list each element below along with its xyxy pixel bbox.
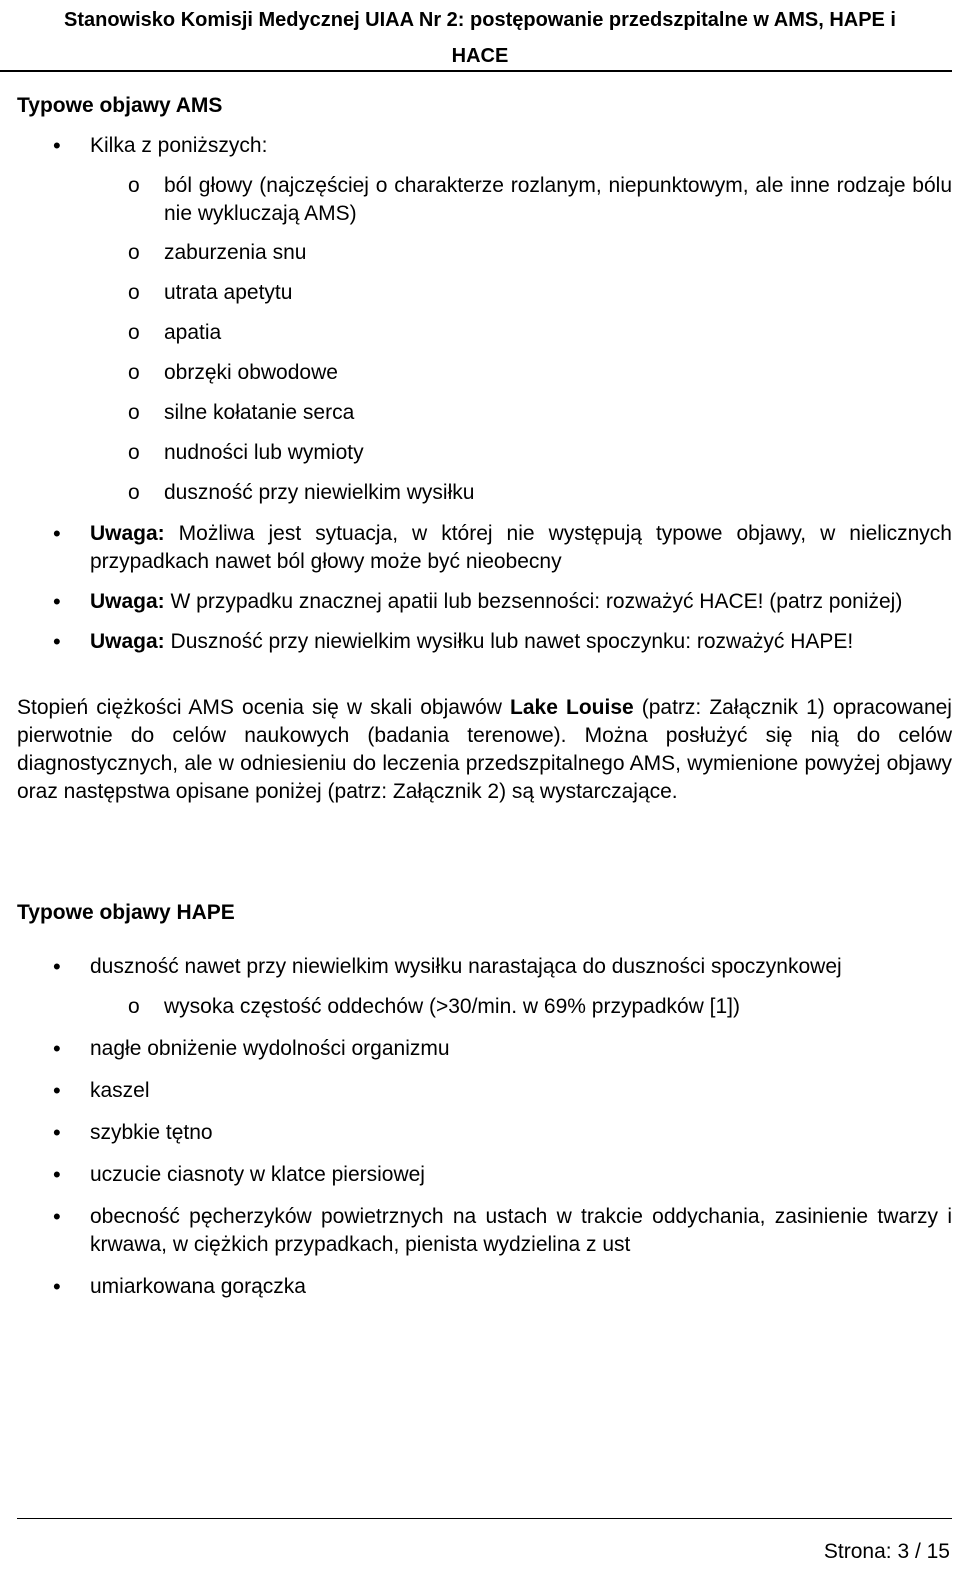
note-text: Możliwa jest sytuacja, w której nie występują typowe objawy, w nielicznych przypadkach nawet ból głowy może być nieobecny — [90, 522, 952, 573]
list-item — [17, 359, 952, 387]
note-item — [17, 628, 952, 656]
hape-heading: Typowe objawy HAPE — [17, 901, 235, 924]
symptom-text: uczucie ciasnoty w klatce piersiowej — [90, 1163, 425, 1186]
ams-notes-list — [17, 520, 952, 656]
list-item — [17, 1203, 952, 1259]
list-item — [17, 239, 952, 267]
header-title-line1: Stanowisko Komisji Medycznej UIAA Nr 2: postępowanie przedszpitalne w AMS, HAPE i — [64, 9, 896, 31]
list-item — [17, 1119, 952, 1147]
symptom-text: obrzęki obwodowe — [164, 361, 338, 384]
symptom-text: utrata apetytu — [164, 281, 293, 304]
lake-louise-term: Lake Louise — [510, 696, 634, 719]
ams-intro-item — [17, 132, 952, 160]
document-body — [17, 92, 952, 1301]
list-item — [17, 399, 952, 427]
list-item — [17, 993, 952, 1021]
symptom-text: obecność pęcherzyków powietrznych na ustach w trakcie oddychania, zasinienie twarzy i krwawa, w ciężkich przypadkach, pienista wydzielina z ust — [90, 1205, 952, 1256]
symptom-text: szybkie tętno — [90, 1121, 213, 1144]
note-label: Uwaga: — [90, 590, 165, 613]
list-item — [17, 479, 952, 507]
symptom-text: kaszel — [90, 1079, 150, 1102]
list-item — [17, 172, 952, 228]
note-label: Uwaga: — [90, 630, 165, 653]
note-item — [17, 520, 952, 576]
symptom-text: silne kołatanie serca — [164, 401, 355, 424]
header-title-line2: HACE — [451, 45, 509, 67]
symptom-text: nudności lub wymioty — [164, 441, 364, 464]
hape-sub-list — [17, 993, 952, 1021]
symptom-text: umiarkowana gorączka — [90, 1275, 306, 1298]
footer-divider — [17, 1518, 952, 1519]
list-item — [17, 279, 952, 307]
list-item — [17, 319, 952, 347]
note-item — [17, 588, 952, 616]
symptom-text: zaburzenia snu — [164, 241, 307, 264]
symptom-text: apatia — [164, 321, 222, 344]
list-item — [17, 1035, 952, 1063]
header-divider — [0, 70, 952, 72]
lake-louise-paragraph — [17, 694, 952, 806]
symptom-text: nagłe obniżenie wydolności organizmu — [90, 1037, 450, 1060]
list-item — [17, 1273, 952, 1301]
symptom-text: wysoka częstość oddechów (>30/min. w 69% przypadków [1]) — [164, 995, 741, 1018]
ams-symptom-list — [17, 172, 952, 507]
note-label: Uwaga: — [90, 522, 165, 545]
symptom-text: ból głowy (najczęściej o charakterze rozlanym, niepunktowym, ale inne rodzaje bólu nie wykluczają AMS) — [164, 174, 952, 225]
ams-intro-text: Kilka z poniższych: — [90, 134, 268, 157]
note-text: W przypadku znacznej apatii lub bezsenności: rozważyć HACE! (patrz poniżej) — [164, 590, 903, 613]
page-number: Strona: 3 / 15 — [823, 1540, 950, 1563]
list-item — [17, 1161, 952, 1189]
paragraph-text: Stopień ciężkości AMS ocenia się w skali objawów — [17, 696, 511, 719]
hape-list — [17, 953, 952, 981]
hape-list-rest — [17, 1035, 952, 1301]
symptom-text: duszność nawet przy niewielkim wysiłku narastająca do duszności spoczynkowej — [90, 955, 842, 978]
page-header — [0, 0, 960, 74]
list-item — [17, 1077, 952, 1105]
list-item — [17, 439, 952, 467]
ams-heading: Typowe objawy AMS — [17, 94, 223, 117]
note-text: Duszność przy niewielkim wysiłku lub nawet spoczynku: rozważyć HAPE! — [164, 630, 854, 653]
symptom-text: duszność przy niewielkim wysiłku — [164, 481, 475, 504]
paragraph-text: (patrz: Załącznik 1) opracowanej pierwotnie do celów naukowych (badania terenowe). Można posłużyć się nią do celów diagnostycznych, ale w odniesieniu do leczenia przedszpitalnego AMS, wymienione powyżej objawy oraz następstwa opisane poniżej (patrz: Załącznik 2) są wystarczające. — [17, 696, 952, 803]
ams-list — [17, 132, 952, 160]
list-item — [17, 953, 952, 981]
